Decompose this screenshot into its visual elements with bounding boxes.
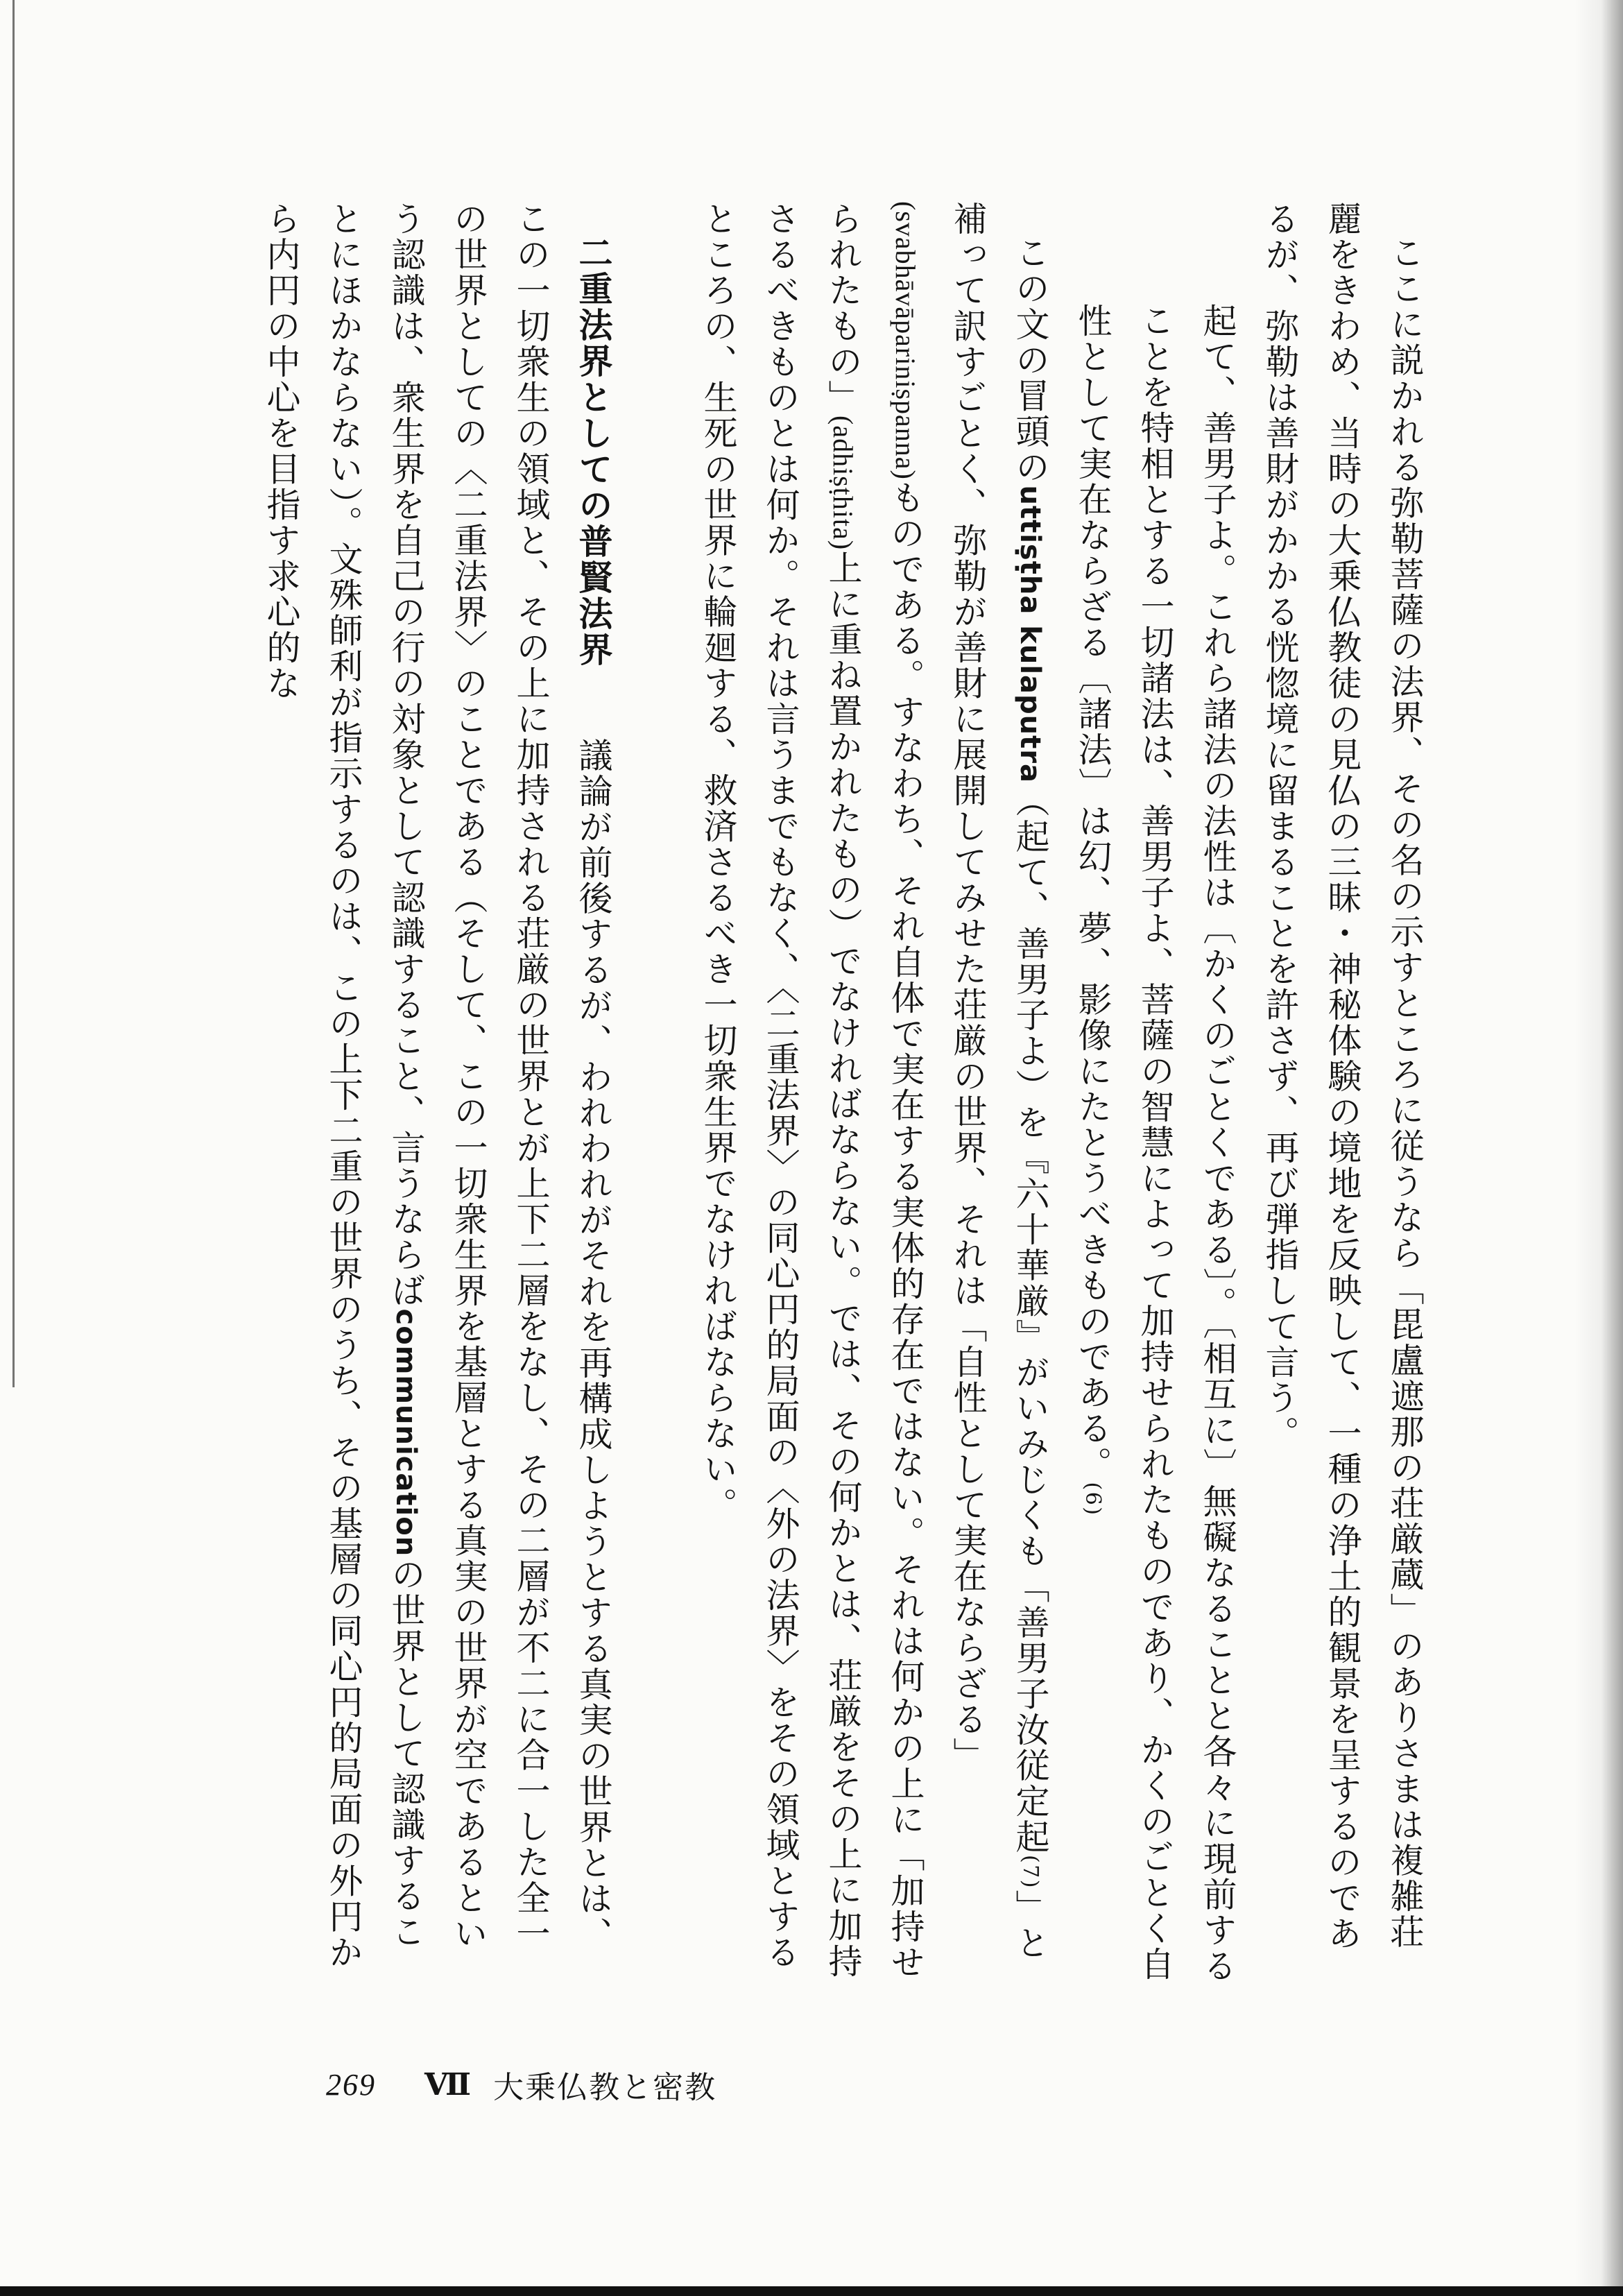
paragraph-2-text-b: （起て、善男子よ）を『六十華厳』がいみじくも「善男子汝従定起 (1011, 782, 1050, 1855)
paragraph-3-text-b: の世界として認識することにほかならない）。文殊師利が指示するのは、この上下二重の世界のうち、その基層の同心円的局面の外円から内円の中心を目指す求心的な (261, 201, 426, 1971)
footnote-marker-6: (6) (1081, 1482, 1105, 1517)
paragraph-3 (250, 201, 624, 1984)
paragraph-2 (687, 201, 1061, 1984)
term-communication: communication (390, 1308, 422, 1557)
scan-bottom-edge (0, 2286, 1623, 2296)
chapter-number: Ⅶ (424, 2067, 473, 2102)
page-footer (326, 2064, 716, 2105)
sanskrit-term-uttistha: uttiṣṭha kulaputra (1014, 485, 1046, 783)
main-text-body (261, 201, 1436, 1984)
page-number: 269 (326, 2067, 376, 2102)
paragraph-2-text-e: 上に重ね置かれたもの）でなければならない。では、その何かとは、荘厳をその上に加持さるべきものとは何か。それは言うまでもなく、〈二重法界〉の同心円的局面の〈外の法界〉をその領域とするところの、生死の世界に輪廻する、救済さるべき一切衆生界でなければならない。 (698, 201, 863, 1980)
paragraph-3-text-a: 議論が前後するが、われわれがそれを再構成しようとする真実の世界とは、この一切衆生の領域と、その上に加持される荘厳の世界とが上下二層をなし、その二層が不二に合一した全一の世界としての〈二重法界〉のことである（そして、この一切衆生界を基層とする真実の世界が空であるという認識は、衆生界を自己の行の対象として認識すること、言うならば (386, 201, 613, 1953)
chapter-title: 大乗仏教と密教 (493, 2070, 717, 2105)
paragraph-2-text-c: 」と補って訳すごとく、弥勒が善財に展開してみせた荘厳の世界、それは「自性として実在ならざる」 (948, 201, 1050, 1961)
page-binding-shadow (1574, 0, 1623, 2296)
sanskrit-term-svabhava: (svabhāvāpariniṣpanna) (890, 201, 921, 480)
block-quote (1061, 303, 1248, 1984)
paragraph-1 (1248, 201, 1436, 1984)
section-heading: 二重法界としての普賢法界 (574, 235, 613, 668)
paragraph-1-text: ここに説かれる弥勒菩薩の法界、その名の示すところに従うなら「毘盧遮那の荘厳蔵」のありさまは複雑荘麗をきわめ、当時の大乗仏教徒の見仏の三昧・神秘体験の境地を反映して、一種の浄土的観景を呈するのであるが、弥勒は善財がかかる恍惚境に留まることを許さず、再び弾指して言う。 (1260, 201, 1425, 1952)
paragraph-2-text-a: この文の冒頭の (1011, 235, 1050, 486)
footnote-marker-7: (7) (1018, 1854, 1042, 1890)
paragraph-2-text-d: ものである。すなわち、それ自体で実在する実体的存在ではない。それは何かの上に「加持せられたもの」 (823, 201, 925, 1980)
block-quote-text: 起て、善男子よ。これら諸法の法性は〔かくのごとくである〕。〔相互に〕無礙なることと各々に現前することを特相とする一切諸法は、善男子よ、菩薩の智慧によって加持せられたものであり、かくのごとく自性として実在ならざる〔諸法〕は幻、夢、影像にたとうべきものである。 (1073, 303, 1237, 1984)
scan-edge-line (12, 0, 15, 1387)
sanskrit-term-adhisthita: (adhiṣṭhita) (827, 415, 859, 551)
